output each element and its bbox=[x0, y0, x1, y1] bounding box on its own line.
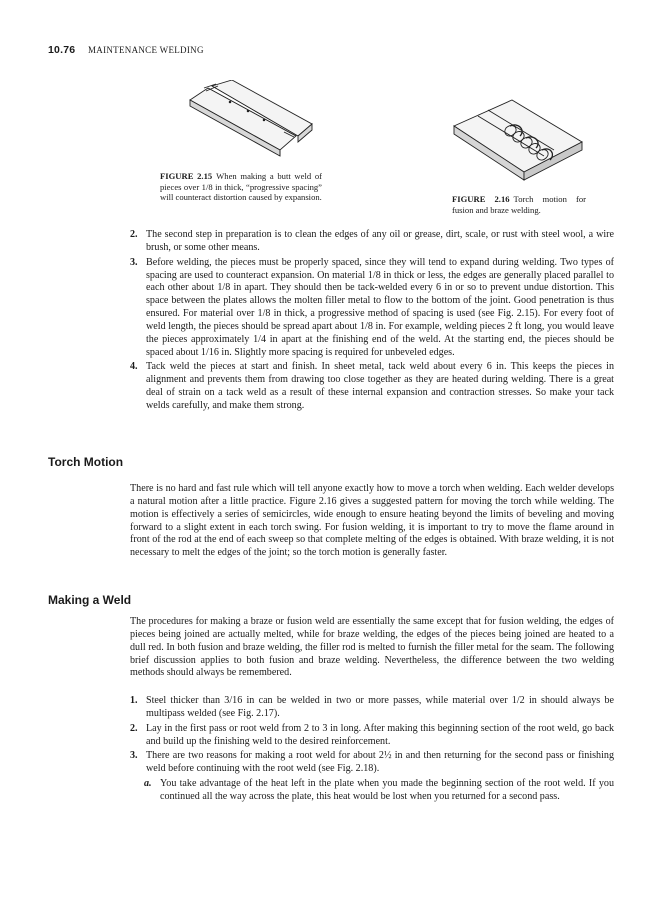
running-section-title: MAINTENANCE WELDING bbox=[87, 45, 204, 55]
step-number: 3. bbox=[130, 750, 138, 762]
running-head bbox=[48, 44, 204, 56]
making-weld-paragraph: The procedures for making a braze or fusion weld are essentially the same except that for fusion welding, the edges of pieces being joined are actually melted, while for braze welding, the edges of the pieces being joined are heated to a dull red. In both fusion and braze welding, the filler rod is melted to furnish the filler metal for the seam. The following brief discussion applies to both fusion and braze welding. Nevertheless, the difference between the two welding methods should always be remembered. bbox=[130, 616, 614, 679]
step-text: The second step in preparation is to clean the edges of any oil or grease, dirt, scale, or rust with steel wool, a wire brush, or some other means. bbox=[146, 229, 614, 253]
step-number: 2. bbox=[130, 229, 138, 240]
step-text: You take advantage of the heat left in the plate when you made the beginning section of the root weld. If you continued all the way across the plate, this heat would be lost when you returned for a second pass. bbox=[160, 778, 614, 802]
figure-caption-text: When making a butt weld of pieces over 1/8 in thick, “progressive spacing” will counteract distortion caused by expansion. bbox=[160, 171, 322, 203]
section-heading-torch-motion: Torch Motion bbox=[48, 455, 124, 469]
making-weld-steps bbox=[130, 695, 614, 806]
figure-label: FIGURE 2.16 bbox=[452, 194, 510, 204]
step-text: Steel thicker than 3/16 in can be welded in two or more passes, while material over 1/2 in should always be multipass welded (see Fig. 2.17). bbox=[146, 695, 614, 719]
figure-2-16-illustration bbox=[448, 98, 588, 190]
figure-2-16-caption bbox=[452, 194, 586, 215]
step-number: a. bbox=[144, 778, 152, 790]
figure-2-15-caption bbox=[160, 171, 322, 203]
step-number: 2. bbox=[130, 722, 138, 734]
step-text: Tack weld the pieces at start and finish. In sheet metal, tack weld about every 6 in. This keeps the pieces in alignment and prevents them from drawing too close together as they are heated during welding. There is a great deal of strain on a tack weld as a result of these internal expansion and contraction stresses. So make your tack welds carefully, and make them strong. bbox=[146, 361, 614, 411]
step-text: There are two reasons for making a root weld for about 2½ in and then returning for the second pass or finishing weld before continuing with the root weld (see Fig. 2.18). bbox=[146, 750, 614, 775]
preparation-steps bbox=[130, 229, 614, 415]
list-item bbox=[130, 229, 614, 255]
list-item bbox=[130, 695, 614, 721]
list-item bbox=[130, 361, 614, 412]
step-number: 4. bbox=[130, 361, 138, 373]
step-number: 3. bbox=[130, 256, 138, 268]
step-number: 1. bbox=[130, 695, 138, 706]
list-item bbox=[130, 723, 614, 749]
page-number: 10.76 bbox=[48, 44, 76, 56]
section-heading-making-a-weld: Making a Weld bbox=[48, 593, 132, 607]
torch-motion-paragraph: There is no hard and fast rule which will tell anyone exactly how to move a torch when welding. Each welder develops a natural motion after a little practice. Figure 2.16 gives a suggested pattern for moving the torch while welding. The motion is effectively a series of semicircles, wide enough to ensure heating beyond the limits of beveling and moving forward to a slight extent in each torch swing. For fusion welding, it is important to try to move the flame around in front of the rod at the end of each sweep so that complete melting of the edges is obtained. With braze welding, it is not necessary to melt the edges of the joint; so the torch motion is generally faster. bbox=[130, 483, 614, 559]
figure-caption-text: Torch motion for fusion and braze welding. bbox=[452, 194, 586, 215]
list-item bbox=[130, 257, 614, 360]
list-item bbox=[130, 750, 614, 776]
step-text: Lay in the first pass or root weld from 2 to 3 in long. After making this beginning section of the root weld, go back and build up the finishing weld to the desired reinforcement. bbox=[146, 722, 614, 747]
list-item bbox=[130, 778, 614, 804]
figure-2-15-illustration bbox=[186, 80, 316, 162]
figure-label: FIGURE 2.15 bbox=[160, 171, 213, 181]
step-text: Before welding, the pieces must be properly spaced, since they will tend to expand during welding. Two types of spacing are used to counteract expansion. On material 1/8 in thick or less, the edges are generally placed parallel to each other about 1/8 in apart. They should then be tack-welded every 6 in or so to prevent undue distortion. This space between the plates allows the molten filler metal to flow to the bottom of the joint. Good penetration is thus ensured. For material over 1/8 in thick, a progressive method of spacing is used (see Fig. 2.15). For every foot of weld length, the pieces should be spread apart about 1/8 in. For example, welding pieces 2 ft long, you would leave the pieces approximately 1/4 in apart at the finishing end of the weld. At the starting end, the pieces should be spaced about 1/16 in. Slightly more spacing is required for unbeveled edges. bbox=[146, 256, 614, 358]
